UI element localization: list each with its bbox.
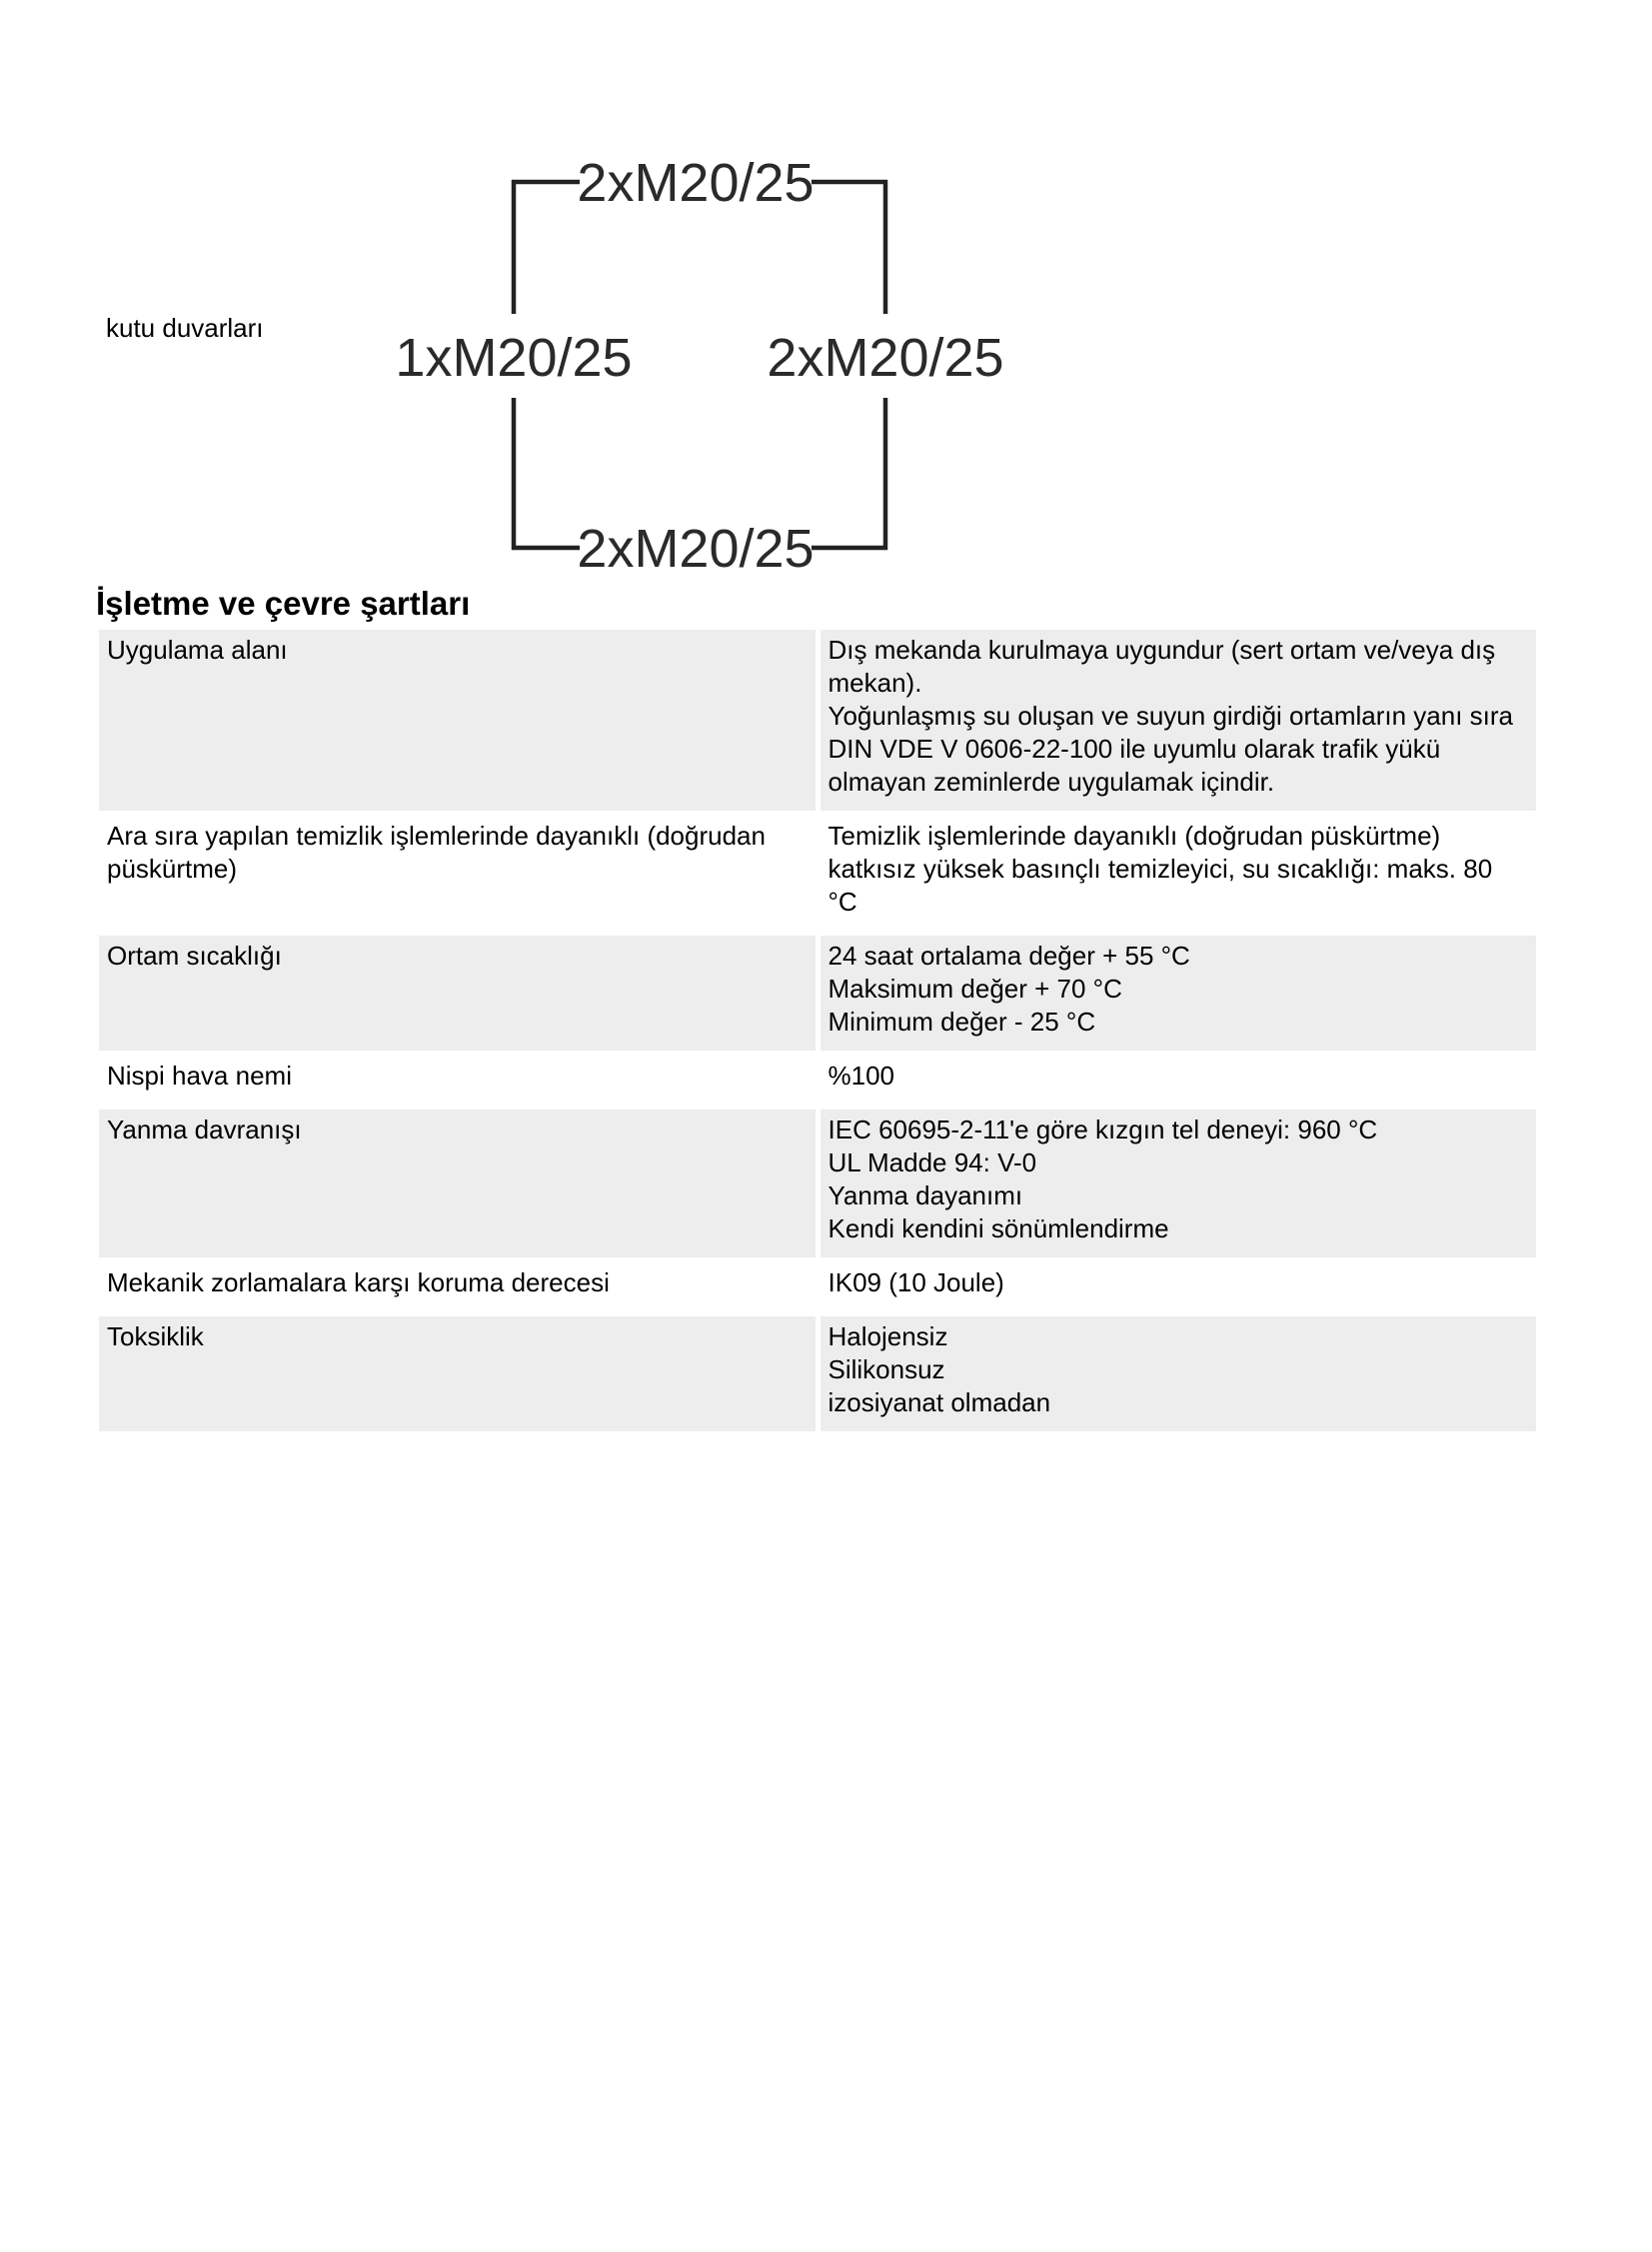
value-line: Temizlik işlemlerinde dayanıklı (doğrudan püskürtme) katkısız yüksek basınçlı temizleyici, su sıcaklığı: maks. 80 °C [827, 821, 1493, 917]
value-line: Yoğunlaşmış su oluşan ve suyun girdiği ortamların yanı sıra DIN VDE V 0606-22-100 ile uyumlu olarak trafik yükü olmayan zeminlerde uygulamak içindir. [827, 701, 1514, 797]
value-line: Kendi kendini sönümlendirme [827, 1213, 1169, 1243]
table-row [99, 1110, 1536, 1257]
table-row [99, 1056, 1536, 1105]
value-line: Minimum değer - 25 °C [827, 1007, 1096, 1037]
value-line: Dış mekanda kurulmaya uygundur (sert ortam ve/veya dış mekan). [827, 635, 1496, 698]
value-line: IEC 60695-2-11'e göre kızgın tel deneyi: 960 °C [827, 1115, 1378, 1144]
row-value [821, 1110, 1537, 1257]
spec-table-body [99, 630, 1536, 1431]
value-line: IK09 (10 Joule) [827, 1267, 1004, 1297]
value-line: Maksimum değer + 70 °C [827, 974, 1122, 1004]
operating-conditions-table [94, 625, 1541, 1436]
value-line: UL Madde 94: V-0 [827, 1147, 1037, 1177]
value-line: Yanma dayanımı [827, 1180, 1023, 1210]
diagram-top-label: 2xM20/25 [577, 153, 815, 213]
row-value [821, 1056, 1537, 1105]
row-value [821, 1316, 1537, 1431]
table-row [99, 630, 1536, 811]
table-row [99, 1316, 1536, 1431]
value-line: izosiyanat olmadan [827, 1387, 1051, 1417]
table-row [99, 816, 1536, 931]
diagram-left-label: 1xM20/25 [395, 328, 633, 388]
row-label: Nispi hava nemi [99, 1056, 816, 1105]
row-value [821, 936, 1537, 1051]
row-label: Yanma davranışı [99, 1110, 816, 1257]
table-row [99, 1262, 1536, 1311]
row-label: Uygulama alanı [99, 630, 816, 811]
row-label: Ara sıra yapılan temizlik işlemlerinde dayanıklı (doğrudan püskürtme) [99, 816, 816, 931]
value-line: 24 saat ortalama değer + 55 °C [827, 941, 1190, 971]
value-line: Silikonsuz [827, 1354, 945, 1384]
row-value [821, 630, 1537, 811]
cable-entry-diagram [390, 140, 1029, 580]
row-value [821, 1262, 1537, 1311]
row-value [821, 816, 1537, 931]
diagram-right-label: 2xM20/25 [767, 328, 1004, 388]
section-title: İşletme ve çevre şartları [96, 585, 471, 622]
value-line: %100 [827, 1061, 894, 1091]
table-row [99, 936, 1536, 1051]
row-label: Mekanik zorlamalara karşı koruma derecesi [99, 1262, 816, 1311]
box-walls-label: kutu duvarları [106, 313, 264, 343]
row-label: Toksiklik [99, 1316, 816, 1431]
row-label: Ortam sıcaklığı [99, 936, 816, 1051]
value-line: Halojensiz [827, 1321, 948, 1351]
diagram-bottom-label: 2xM20/25 [577, 519, 815, 579]
